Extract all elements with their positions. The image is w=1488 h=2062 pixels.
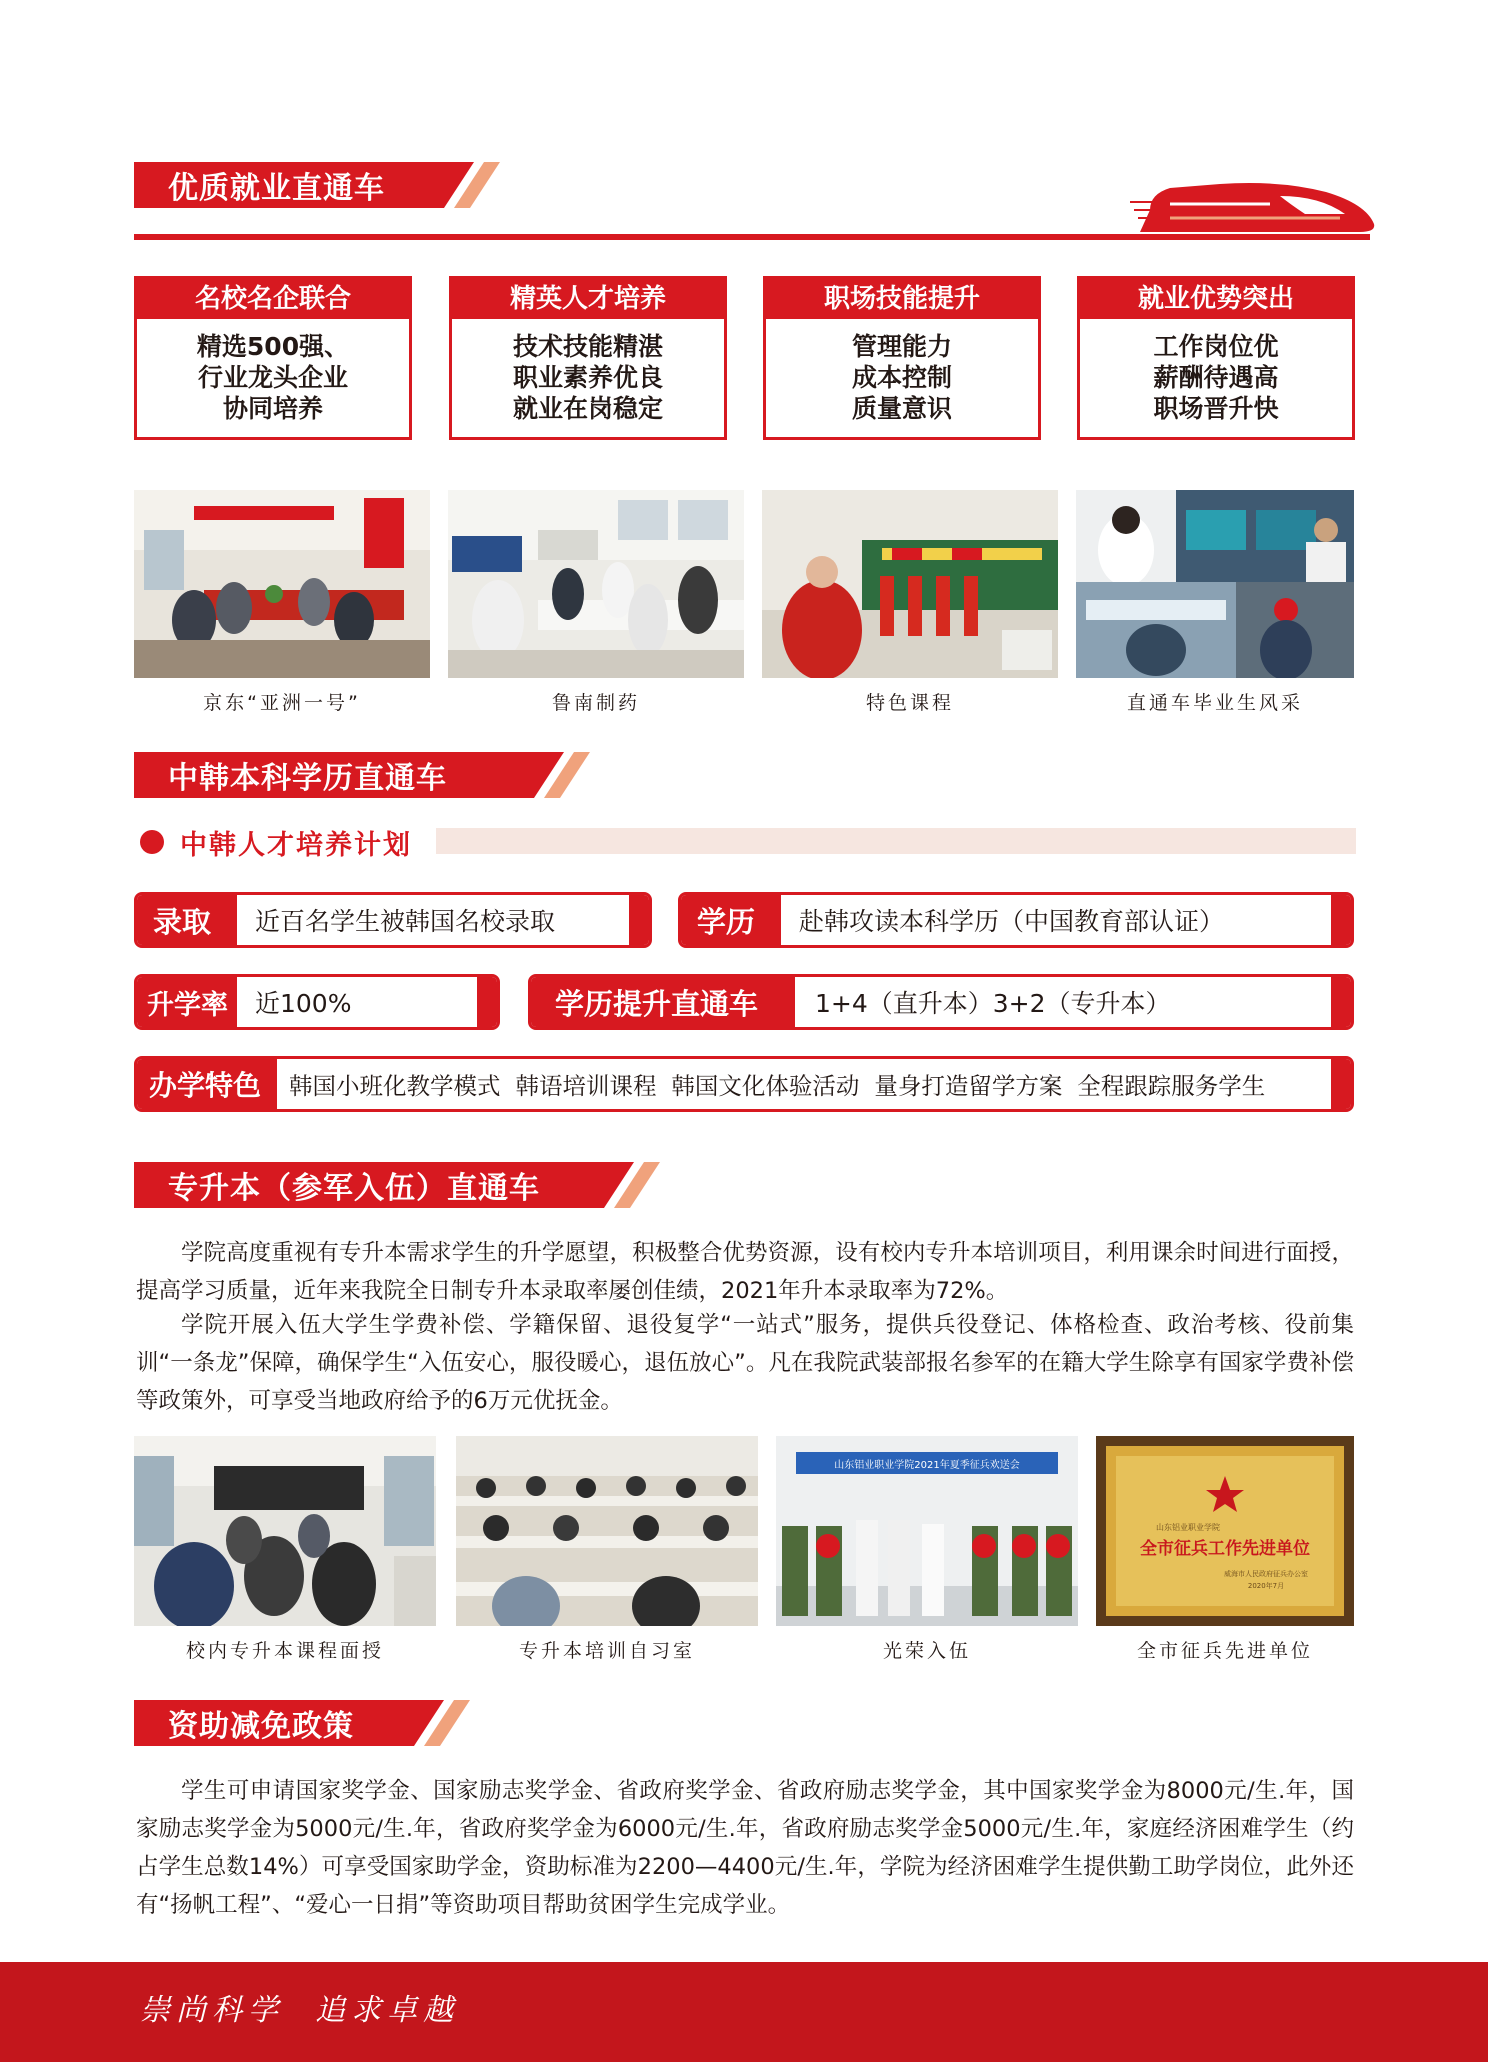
pill-label: 学历提升直通车	[531, 977, 795, 1027]
paragraph: 学院高度重视有专升本需求学生的升学愿望，积极整合优势资源，设有校内专升本培训项目，利用课余时间进行面授，提高学习质量，近年来我院全日制专升本录取率屡创佳绩，2021年升本录取率为72%。	[136, 1240, 1354, 1304]
banner-text: 山东铝业职业学院2021年夏季征兵欢送会	[834, 1460, 1020, 1471]
card-line: 职业素养优良	[512, 363, 663, 392]
section-header-korea	[134, 752, 584, 798]
photo-caption: 鲁南制药	[551, 692, 640, 714]
pill-cap	[477, 977, 497, 1027]
photo-caption: 特色课程	[865, 692, 954, 714]
paragraph: 学院开展入伍大学生学费补偿、学籍保留、退役复学“一站式”服务，提供兵役登记、体格检查、政治考核、役前集训“一条龙”保障，确保学生“入伍安心，服役暖心，退伍放心”。凡在我院武装部报名参军的在籍大学生除享有国家学费补偿等政策外，可享受当地政府给予的6万元优抚金。	[136, 1312, 1354, 1414]
train-icon	[1130, 174, 1380, 244]
footer-slogan: 崇尚科学 追求卓越	[140, 1993, 460, 2028]
bullet-dot-icon	[140, 830, 164, 854]
pill-cap	[1331, 895, 1351, 945]
section-header-aid	[134, 1700, 464, 1746]
photo-lunan-pharma	[448, 490, 744, 678]
pill-label: 办学特色	[137, 1059, 277, 1109]
card-line: 技术技能精湛	[512, 332, 663, 361]
card-title: 精英人才培养	[452, 279, 724, 319]
card-line: 薪酬待遇高	[1153, 363, 1279, 392]
feature-card	[449, 276, 727, 440]
photo-caption: 光荣入伍	[882, 1640, 971, 1662]
feature-card	[763, 276, 1041, 440]
plaque-issuer: 威海市人民政府征兵办公室	[1224, 1570, 1308, 1578]
pill-label: 录取	[137, 895, 237, 945]
info-pill-features	[134, 1056, 1354, 1112]
section-title: 资助减免政策	[168, 1709, 354, 1744]
pill-value: 近100%	[255, 989, 352, 1018]
plan-band	[436, 828, 1356, 854]
photo-award-plaque	[1096, 1436, 1354, 1626]
card-line: 成本控制	[851, 363, 952, 392]
feature-card	[1077, 276, 1355, 440]
card-line: 协同培养	[222, 394, 323, 423]
photo-caption: 专升本培训自习室	[518, 1640, 695, 1662]
paragraph: 学生可申请国家奖学金、国家励志奖学金、省政府奖学金、省政府励志奖学金，其中国家奖学金为8000元/生.年，国家励志奖学金为5000元/生.年，省政府奖学金为6000元/生.年，省政府励志奖学金5000元/生.年，家庭经济困难学生（约占学生总数14%）可享受国家助学金，资助标准为2200—4400元/生.年，学院为经济困难学生提供勤工助学岗位，此外还有“扬帆工程”、“爱心一日捐”等资助项目帮助贫困学生完成学业。	[136, 1778, 1354, 1918]
photo-study-room	[456, 1436, 758, 1626]
card-line: 就业在岗稳定	[512, 394, 663, 423]
card-title: 职场技能提升	[766, 279, 1038, 319]
photo-caption: 全市征兵先进单位	[1136, 1640, 1313, 1662]
section-title: 中韩本科学历直通车	[168, 761, 447, 796]
plaque-org: 山东铝业职业学院	[1156, 1523, 1220, 1532]
plaque-date: 2020年7月	[1247, 1582, 1285, 1590]
pill-cap	[1331, 977, 1351, 1027]
photo-caption: 校内专升本课程面授	[185, 1640, 384, 1662]
pill-value: 近百名学生被韩国名校录取	[255, 907, 556, 936]
info-pill-admission	[134, 892, 652, 948]
pill-value: 赴韩攻读本科学历（中国教育部认证）	[799, 907, 1225, 936]
photo-graduates	[1076, 490, 1354, 678]
pill-value: 韩国小班化教学模式 韩语培训课程 韩国文化体验活动 量身打造留学方案 全程跟踪服务学生	[289, 1072, 1266, 1100]
photo-caption: 直通车毕业生风采	[1126, 692, 1303, 714]
section-title: 优质就业直通车	[168, 171, 385, 206]
photo-enlistment	[776, 1436, 1078, 1626]
card-line: 职场晋升快	[1153, 394, 1279, 423]
photo-jd-meeting	[134, 490, 430, 678]
pill-value: 1+4（直升本）3+2（专升本）	[815, 989, 1171, 1018]
plaque-title: 全市征兵工作先进单位	[1140, 1539, 1310, 1559]
photo-caption: 京东“亚洲一号”	[203, 692, 361, 714]
section-title: 专升本（参军入伍）直通车	[168, 1171, 540, 1206]
pill-label: 学历	[681, 895, 781, 945]
info-pill-degree	[678, 892, 1354, 948]
photo-classroom-lecture	[134, 1436, 436, 1626]
feature-card	[134, 276, 412, 440]
card-line: 管理能力	[851, 332, 952, 361]
pill-cap	[1331, 1059, 1351, 1109]
card-line: 精选500强、	[196, 332, 350, 361]
card-title: 就业优势突出	[1080, 279, 1352, 319]
info-pill-upgrade	[528, 974, 1354, 1030]
pill-cap	[629, 895, 649, 945]
section-header-employment	[134, 162, 494, 208]
plan-title: 中韩人才培养计划	[180, 830, 412, 861]
card-title: 名校名企联合	[137, 279, 409, 319]
info-pill-rate	[134, 974, 500, 1030]
card-line: 质量意识	[851, 394, 952, 423]
section-header-upgrade	[134, 1162, 654, 1208]
card-line: 行业龙头企业	[197, 363, 348, 392]
photo-special-course	[762, 490, 1058, 678]
pill-label: 升学率	[137, 977, 237, 1027]
card-line: 工作岗位优	[1153, 332, 1279, 361]
